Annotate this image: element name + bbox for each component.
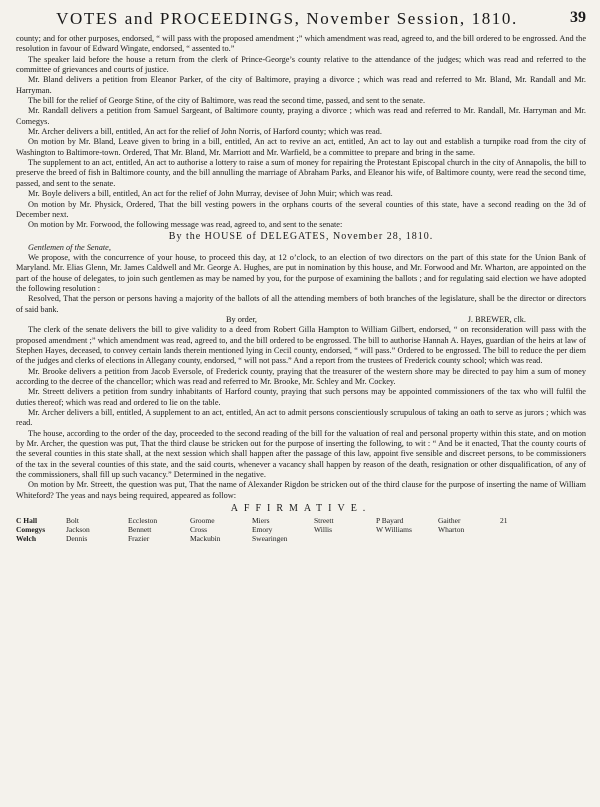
vote-column [500,516,530,543]
body-text [16,34,586,501]
vote-name: Groome [190,516,215,526]
vote-name: Mackubin [190,534,221,544]
vote-name: Wharton [438,525,465,535]
vote-name: C Hall [16,516,38,526]
paragraph: Mr. Brooke delivers a petition from Jacob Eversole, of Frederick county, praying that the treasurer of the western shore may be directed to pay him a sum of money according to the decree of the chancellor; which was read and referred to Mr. Brooke, Mr. Schley and Mr. Cockey. [16,366,586,386]
running-head [16,8,586,34]
vote-name: Swearingen [252,534,288,544]
vote-column [16,516,66,543]
vote-name: Streett [314,516,334,526]
page-title: VOTES and PROCEEDINGS, November Session, 1810. [56,9,518,28]
paragraph: county; and for other purposes, endorsed, “ will pass with the proposed amendment ;” which amendment was read, agreed to, and the bill ordered to be engrossed. And the resolution in favour of Edward Wingate, endorsed, “ assented to.” [16,34,586,54]
vote-name: Jackson [66,525,90,535]
vote-column [66,516,128,543]
paragraph: Mr. Archer delivers a bill, entitled, An act for the relief of John Norris, of Harford county; which was read. [28,127,382,137]
vote-name: P Bayard [376,516,404,526]
signature-row [16,315,586,325]
vote-name: Cross [190,525,208,535]
paragraph: The house, according to the order of the day, proceeded to the second reading of the bill for the valuation of real and personal property within this state, and on motion by Mr. Archer, the question was put, That the third clause be stricken out for the purpose of inserting the following, to wit : “ And be it enacted, That the county courts of the several counties in this state shall, at the next session which shall happen after the passage of this law, appoint five sensible and discreet persons, to be commissioners of the tax in the several counties of this state, and the said courts, whenever a vacancy shall happen by reason of the death, resignation or other disqualification, of any of the commissioners, shall fill up such vacancy.” Determined in the negative. [16,428,586,480]
paragraph: On motion by Mr. Streett, the question was put, That the name of Alexander Rigdon be stricken out of the third clause for the purpose of inserting the name of William Whiteford? The yeas and nays being required, appeared as follow: [16,480,586,500]
message-body: We propose, with the concurrence of your house, to proceed this day, at 12 o’clock, to an election of two directors on the part of this state for the Union Bank of Maryland. Mr. Elias Glenn, Mr. James Caldwell and Mr. George A. Hughes, are put in nomination by this house, and Mr. Forwood and Mr. Wharton, are appointed on the part of the house of delegates, to join such gentlemen as may be named by you, for the purpose of examining the ballots ; and for regulating said election we have adopted the following resolution : [16,252,586,293]
vote-name: Emory [252,525,273,535]
paragraph: Mr. Archer delivers a bill, entitled, A supplement to an act, entitled, An act to admit persons conscientiously scrupulous of taking an oath to serve as jurors ; which was read. [16,408,586,428]
vote-name: Frazier [128,534,150,544]
message-salutation: Gentlemen of the Senate, [28,242,111,252]
affirmative-votes [16,516,586,543]
affirmative-title: AFFIRMATIVE. [230,503,372,515]
signature: J. BREWER, clk. [467,314,526,324]
vote-column [128,516,190,543]
paragraph: The supplement to an act, entitled, An act to authorise a lottery to raise a sum of money for repairing the Protestant Episcopal church in the city of Annapolis, the bill to preserve the breed of fish in Baltimore county, and the bill annulling the marriage of Abraham Parks, and Eleanor his wife, of Baltimore county, were read the second time, passed, and sent to the senate. [16,158,586,188]
paragraph: On motion by Mr. Bland, Leave given to bring in a bill, entitled, An act to revive an act, entitled, An act to lay out and establish a turnpike road from the city of Washington to Baltimore-town. Ordered, That Mr. Bland, Mr. Marriott and Mr. Warfield, be a committee to prepare and bring in the same. [16,137,586,157]
vote-name: Eccleston [128,516,158,526]
vote-name: Willis [314,525,333,535]
paragraph: Mr. Bland delivers a petition from Eleanor Parker, of the city of Baltimore, praying a divorce ; which was read and referred to Mr. Bland, Mr. Randall and Mr. Harryman. [16,75,586,95]
vote-column [252,516,314,543]
vote-count: 21 [500,516,508,526]
vote-column [190,516,252,543]
vote-name: Gaither [438,516,461,526]
page-number: 39 [570,9,586,26]
vote-column [376,516,438,543]
vote-name: Bolt [66,516,79,526]
message-resolution: Resolved, That the person or persons having a majority of the ballots of all the attending members of both branches of the legislature, shall be the director or directors of said bank. [16,294,586,314]
paragraph: On motion by Mr. Physick, Ordered, That the bill vesting powers in the orphans courts of the several counties of this state, have a second reading on the 3d of December next. [16,199,586,219]
message-heading: By the HOUSE of DELEGATES, November 28, 1810. [168,230,434,242]
paragraph: Mr. Randall delivers a petition from Samuel Sargeant, of Baltimore county, praying a divorce ; which was read and referred to Mr. Randall, Mr. Harryman and Mr. Comegys. [16,106,586,126]
vote-name: W Williams [376,525,412,535]
paragraph: On motion by Mr. Forwood, the following message was read, agreed to, and sent to the senate: [28,220,343,230]
paragraph: The speaker laid before the house a return from the clerk of Prince-George’s county relative to the attendance of the judges; which was read and referred to the committee of grievances and courts of justice. [16,54,586,75]
vote-name: Welch [16,534,36,544]
vote-name: Bennett [128,525,152,535]
vote-name: Comegys [16,525,46,535]
vote-name: Dennis [66,534,88,544]
vote-column [314,516,376,543]
paragraph: The clerk of the senate delivers the bill to give validity to a deed from Robert Gilla Hampton to William Gilbert, endorsed, “ on reconsideration will pass with the proposed amendment ;” which amendment was read, agreed to, and the bill ordered to be engrossed. The bill to authorise Hannah A. Hayes, guardian of the heirs at law of Stephen Hayes, deceased, to convey certain lands therein mentioned lying in Cecil county, endorsed, “ will pass.” Ordered to be engrossed. The bill to reduce the per diem of the judges and clerks of elections in Allegany county, endorsed, “ will not pass.” And a report from the trustees of Frederick county school; which was read. [16,325,586,366]
by-order: By order, [226,314,258,324]
paragraph: Mr. Boyle delivers a bill, entitled, An act for the relief of John Murray, devisee of John Muir; which was read. [28,189,393,199]
paragraph: Mr. Streett delivers a petition from sundry inhabitants of Harford county, praying that such persons may be appointed commissioners of the tax who will fulfil the duties thereof; which was read and ordered to lie on the table. [16,387,586,407]
vote-column [438,516,500,543]
vote-name: Miers [252,516,270,526]
paragraph: The bill for the relief of George Stine, of the city of Baltimore, was read the second time, passed, and sent to the senate. [28,96,426,106]
